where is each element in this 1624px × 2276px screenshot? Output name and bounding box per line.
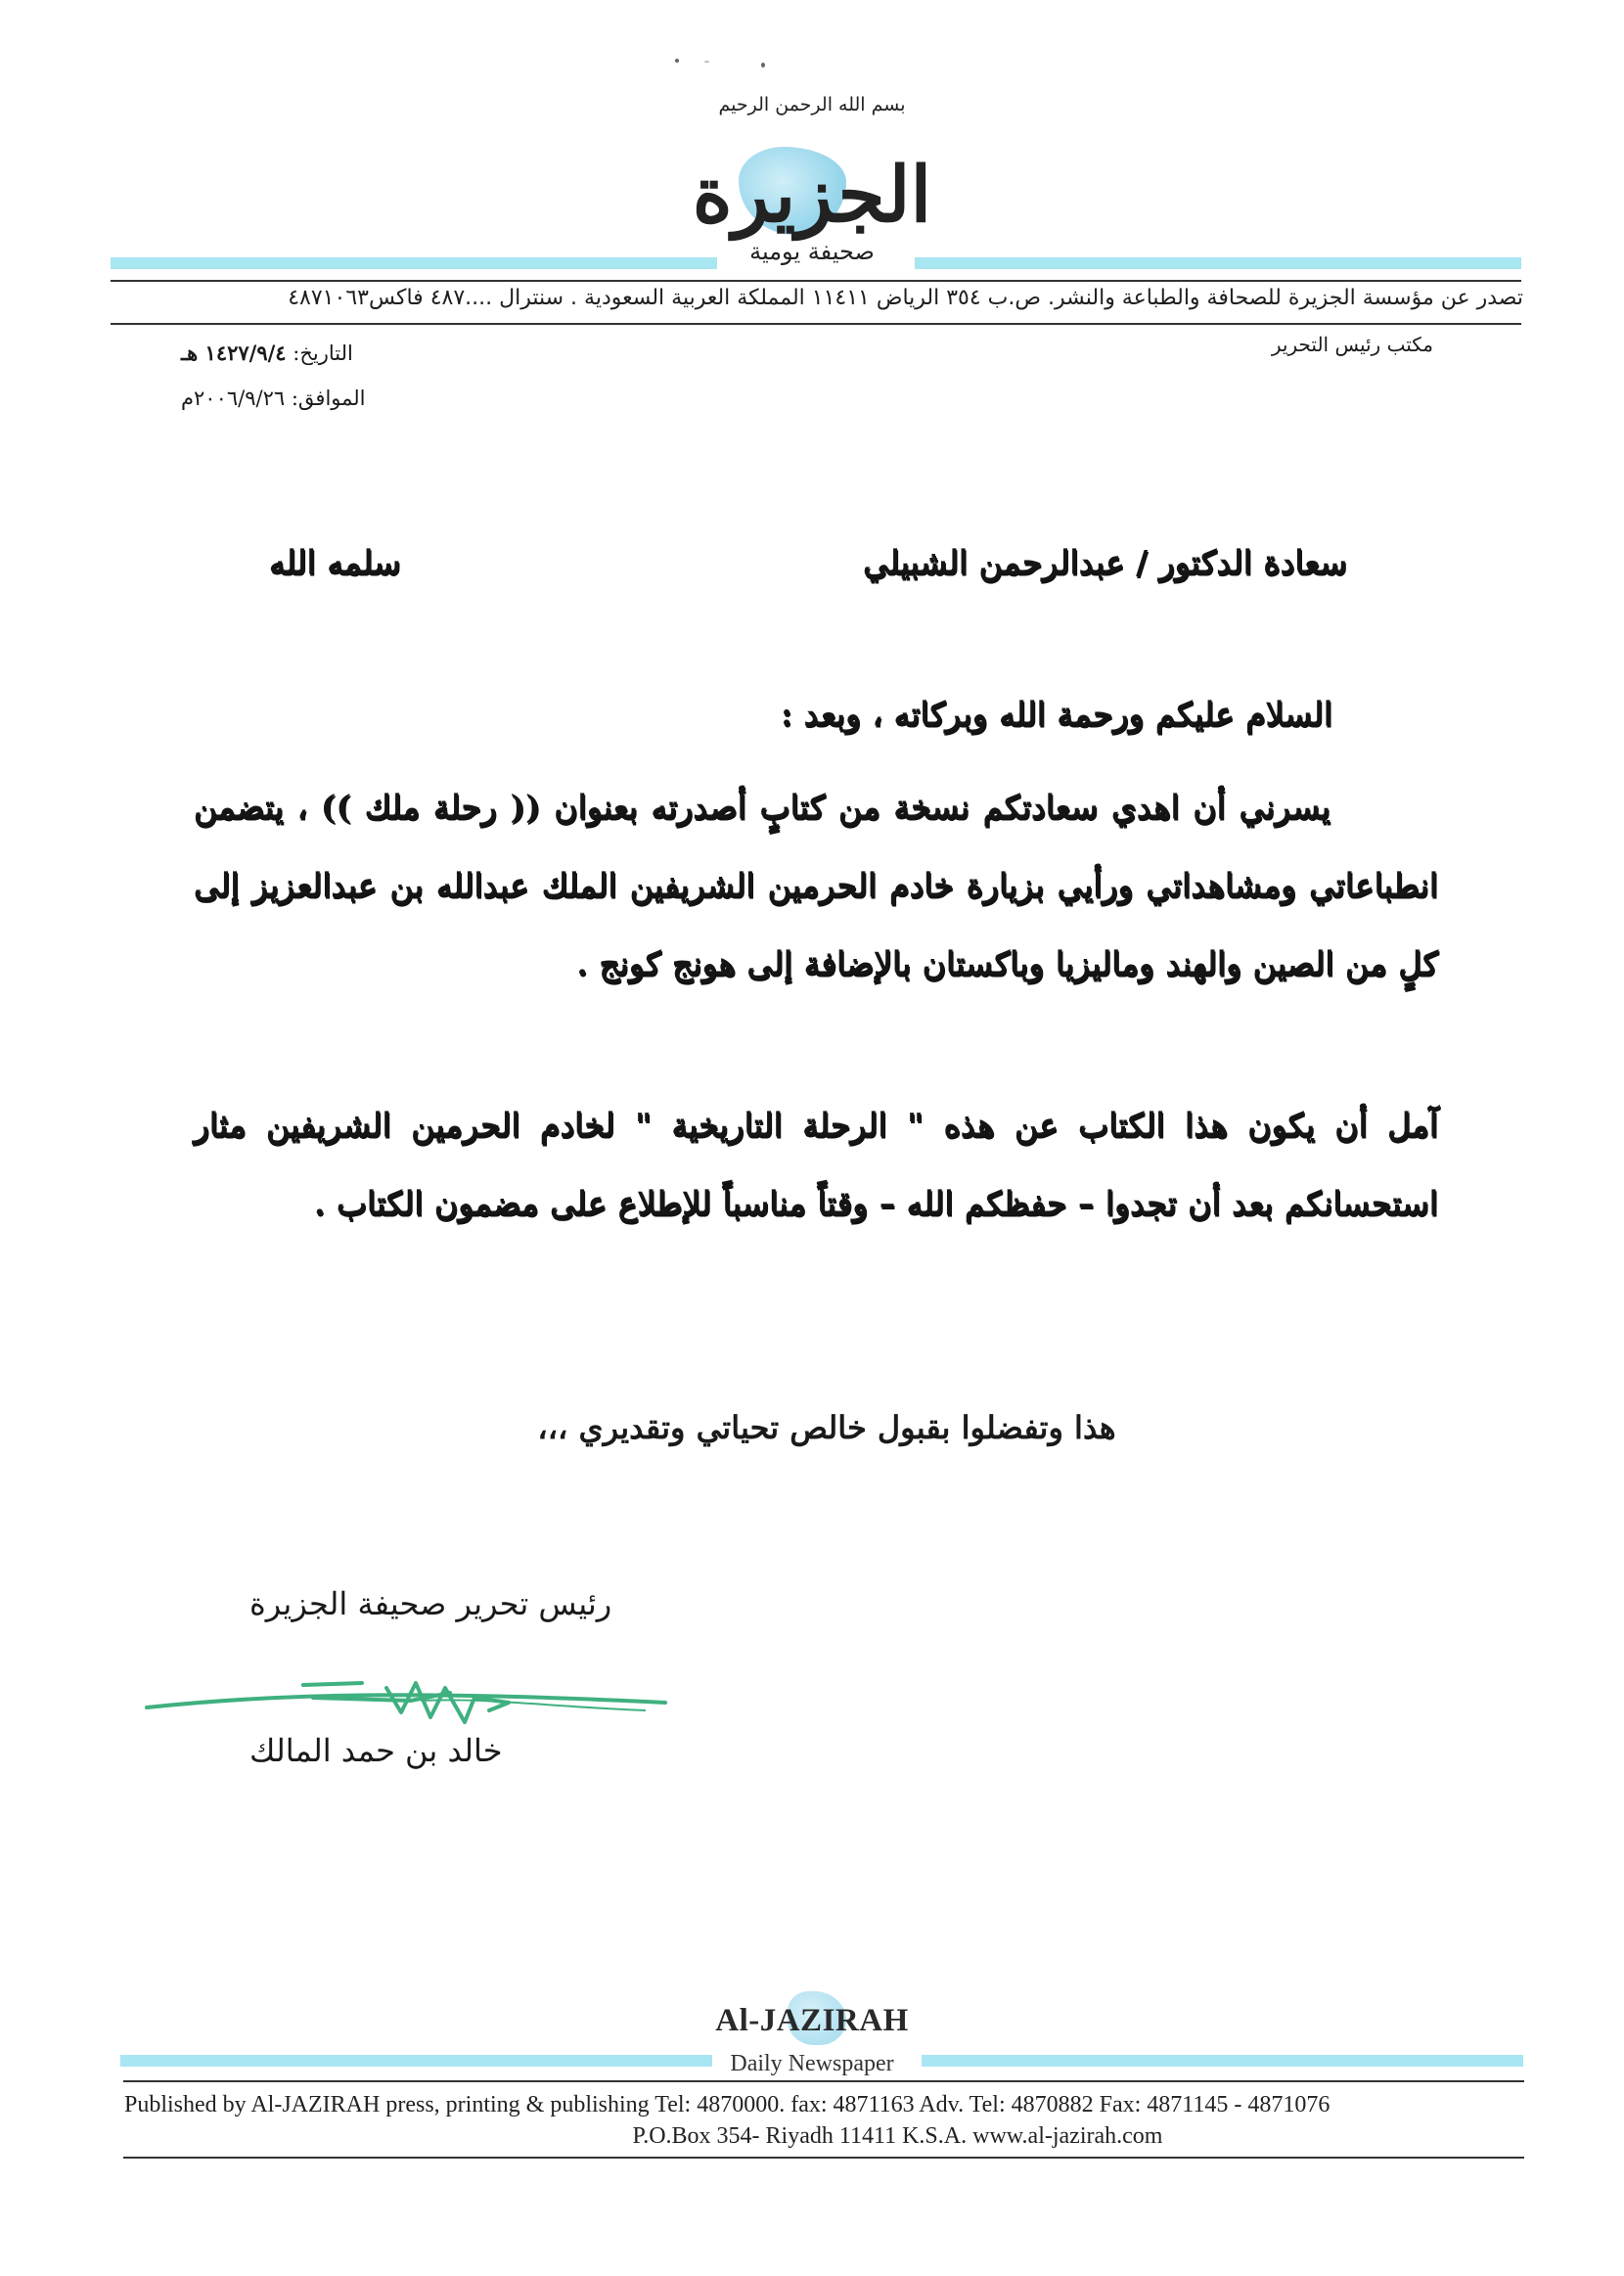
date-hijri-label: التاريخ: bbox=[293, 341, 353, 365]
paragraph-2-text: آمل أن يكون هذا الكتاب عن هذه " الرحلة التاريخية " لخادم الحرمين الشريفين مثار استحسانكم بعد أن تجدوا – حفظكم الله – وقتاً مناسباً للإطلاع على مضمون الكتاب . bbox=[194, 1106, 1438, 1222]
publisher-line-ar: تصدر عن مؤسسة الجزيرة للصحافة والطباعة والنشر. ص.ب ٣٥٤ الرياض ١١٤١١ المملكة العربية السعودية . سنترال ....٤٨٧ فاكس٤٨٧١٠٦٣ bbox=[288, 286, 1523, 310]
date-hijri-value: ١٤٢٧/٩/٤ هـ bbox=[181, 341, 287, 365]
scan-specks bbox=[665, 57, 783, 70]
closing bbox=[0, 1409, 1624, 1446]
paragraph-1 bbox=[194, 768, 1438, 1003]
closing-text: هذا وتفضلوا بقبول خالص تحياتي وتقديري ،،، bbox=[537, 1409, 1116, 1446]
handwritten-signature bbox=[137, 1663, 675, 1742]
date-hijri bbox=[181, 341, 353, 365]
footer-address-text: P.O.Box 354- Riyadh 11411 K.S.A. www.al-jazirah.com bbox=[632, 2123, 1163, 2149]
newspaper-logo bbox=[685, 147, 939, 245]
date-gregorian-label: الموافق: bbox=[291, 387, 366, 410]
signatory-name: خالد بن حمد المالك bbox=[249, 1732, 503, 1769]
date-gregorian-value: ٢٠٠٦/٩/٢٦م bbox=[181, 387, 286, 410]
signature-stroke-loops bbox=[386, 1683, 509, 1722]
paragraph-2 bbox=[194, 1086, 1438, 1243]
recipient-blessing: سلمه الله bbox=[269, 543, 401, 581]
date-gregorian bbox=[181, 387, 366, 410]
footer-rule-bottom bbox=[123, 2157, 1524, 2159]
recipient: سعادة الدكتور / عبدالرحمن الشبيلي bbox=[863, 543, 1347, 581]
signature-stroke-top bbox=[303, 1683, 450, 1701]
paragraph-1-text: يسرني أن اهدي سعادتكم نسخة من كتابٍ أصدرته بعنوان (( رحلة ملك )) ، يتضمن انطباعاتي ومشاهداتي ورأيي بزيارة خادم الحرمين الشريفين الملك عبدالله بن عبدالعزيز إلى كلٍ من الصين والهند وماليزيا وباكستان بالإضافة إلى هونج كونج . bbox=[194, 788, 1438, 982]
logo-text-ar: الجزيرة bbox=[692, 151, 932, 240]
footer-publisher-line: Published by Al-JAZIRAH press, printing & publishing Tel: 4870000. fax: 4871163 Adv. Tel: 4870882 Fax: 4871145 - 4871076 bbox=[124, 2092, 1331, 2117]
footer-logo-en: Al-JAZIRAH bbox=[715, 2003, 909, 2038]
footer-address-line bbox=[0, 2123, 1624, 2150]
basmala: بسم الله الرحمن الرحيم bbox=[718, 94, 906, 115]
footer-tagline-en: Daily Newspaper bbox=[730, 2051, 894, 2076]
footer-rule-top bbox=[123, 2080, 1524, 2082]
header-rule-bottom bbox=[111, 323, 1521, 325]
header-rule-top bbox=[111, 280, 1521, 282]
greeting: السلام عليكم ورحمة الله وبركاته ، وبعد : bbox=[780, 695, 1332, 733]
tagline-ar: صحيفة يومية bbox=[749, 238, 875, 265]
office-label: مكتب رئيس التحرير bbox=[1271, 333, 1433, 356]
signatory-title: رئيس تحرير صحيفة الجزيرة bbox=[249, 1585, 612, 1622]
